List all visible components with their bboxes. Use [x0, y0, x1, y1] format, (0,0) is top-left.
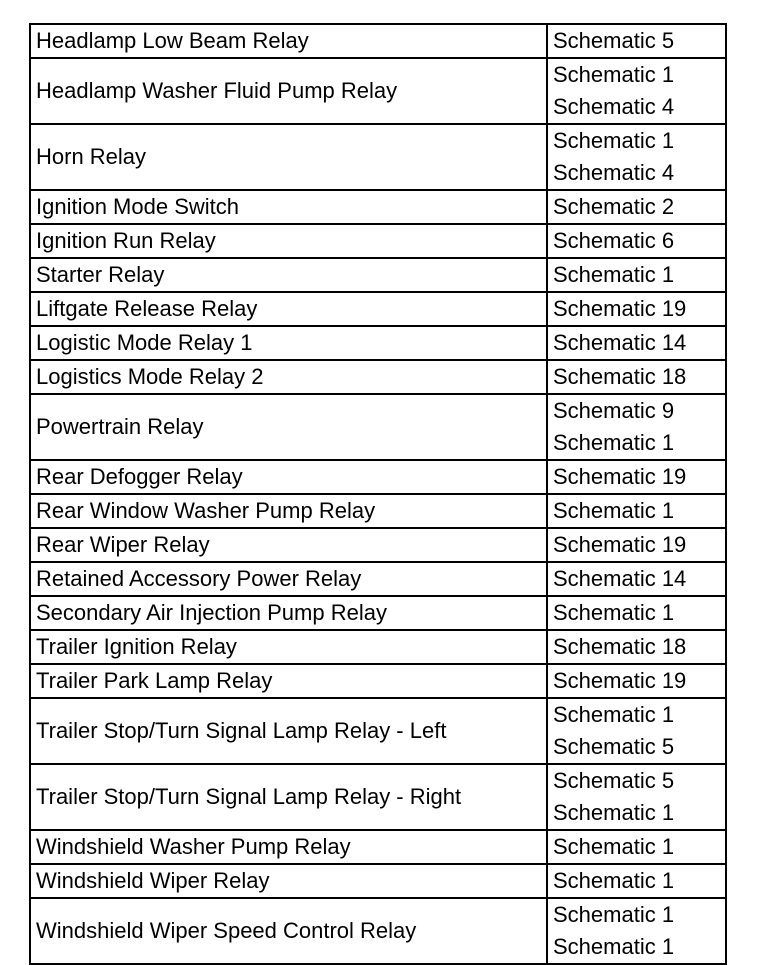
schematic-ref: Schematic 1 — [553, 868, 675, 893]
schematic-ref-cell — [547, 764, 726, 830]
relay-name-cell: Trailer Ignition Relay — [30, 630, 547, 664]
schematic-ref: Schematic 1 — [553, 600, 675, 625]
schematic-ref-cell — [547, 460, 726, 494]
schematic-ref: Schematic 5 — [553, 734, 675, 759]
schematic-ref: Schematic 14 — [553, 566, 687, 591]
table-row — [30, 898, 726, 964]
schematic-ref: Schematic 5 — [553, 28, 675, 53]
relay-name-cell: Windshield Wiper Relay — [30, 864, 547, 898]
relay-name-cell: Powertrain Relay — [30, 394, 547, 460]
relay-name-cell: Horn Relay — [30, 124, 547, 190]
table-row — [30, 596, 726, 630]
schematic-ref-cell — [547, 596, 726, 630]
schematic-ref-cell — [547, 528, 726, 562]
schematic-ref: Schematic 1 — [553, 702, 675, 727]
relay-name-cell: Headlamp Washer Fluid Pump Relay — [30, 58, 547, 124]
table-row — [30, 698, 726, 764]
table-row — [30, 830, 726, 864]
schematic-ref: Schematic 9 — [553, 398, 675, 423]
schematic-ref: Schematic 1 — [553, 128, 675, 153]
schematic-ref: Schematic 19 — [553, 296, 687, 321]
schematic-ref: Schematic 4 — [553, 94, 675, 119]
schematic-ref-cell — [547, 224, 726, 258]
relay-name-cell: Ignition Run Relay — [30, 224, 547, 258]
table-row — [30, 494, 726, 528]
schematic-ref-cell — [547, 562, 726, 596]
schematic-ref-cell — [547, 664, 726, 698]
schematic-ref-cell — [547, 58, 726, 124]
schematic-ref: Schematic 4 — [553, 160, 675, 185]
schematic-ref-cell — [547, 258, 726, 292]
relay-name-cell: Trailer Stop/Turn Signal Lamp Relay - Left — [30, 698, 547, 764]
schematic-ref-cell — [547, 360, 726, 394]
relay-name-cell: Liftgate Release Relay — [30, 292, 547, 326]
table-row — [30, 764, 726, 830]
schematic-ref: Schematic 1 — [553, 262, 675, 287]
schematic-ref: Schematic 1 — [553, 430, 675, 455]
relay-name-cell: Rear Window Washer Pump Relay — [30, 494, 547, 528]
schematic-ref: Schematic 19 — [553, 668, 687, 693]
table-row — [30, 630, 726, 664]
schematic-ref-cell — [547, 394, 726, 460]
relay-name-cell: Trailer Park Lamp Relay — [30, 664, 547, 698]
table-row — [30, 190, 726, 224]
schematic-ref-cell — [547, 326, 726, 360]
schematic-ref: Schematic 1 — [553, 834, 675, 859]
schematic-ref: Schematic 19 — [553, 532, 687, 557]
table-row — [30, 224, 726, 258]
table-row — [30, 864, 726, 898]
relay-name-cell: Retained Accessory Power Relay — [30, 562, 547, 596]
relay-name-cell: Rear Defogger Relay — [30, 460, 547, 494]
relay-name-cell: Trailer Stop/Turn Signal Lamp Relay - Right — [30, 764, 547, 830]
schematic-ref-cell — [547, 898, 726, 964]
table-row — [30, 124, 726, 190]
table-row — [30, 258, 726, 292]
schematic-ref: Schematic 19 — [553, 464, 687, 489]
schematic-ref-cell — [547, 864, 726, 898]
relay-name-cell: Logistic Mode Relay 1 — [30, 326, 547, 360]
table-row — [30, 292, 726, 326]
schematic-ref: Schematic 1 — [553, 902, 675, 927]
schematic-ref-cell — [547, 190, 726, 224]
table-row — [30, 562, 726, 596]
schematic-ref: Schematic 14 — [553, 330, 687, 355]
schematic-ref-cell — [547, 830, 726, 864]
table-row — [30, 360, 726, 394]
relay-name-cell: Ignition Mode Switch — [30, 190, 547, 224]
relay-name-cell: Logistics Mode Relay 2 — [30, 360, 547, 394]
schematic-ref-cell — [547, 124, 726, 190]
schematic-ref: Schematic 1 — [553, 498, 675, 523]
schematic-ref-cell — [547, 630, 726, 664]
table-row — [30, 460, 726, 494]
relay-name-cell: Rear Wiper Relay — [30, 528, 547, 562]
schematic-ref-cell — [547, 698, 726, 764]
schematic-ref: Schematic 18 — [553, 634, 687, 659]
relay-name-cell: Windshield Washer Pump Relay — [30, 830, 547, 864]
schematic-ref: Schematic 5 — [553, 768, 675, 793]
relay-name-cell: Starter Relay — [30, 258, 547, 292]
table-row — [30, 664, 726, 698]
schematic-ref: Schematic 1 — [553, 62, 675, 87]
relay-name-cell: Windshield Wiper Speed Control Relay — [30, 898, 547, 964]
relay-table-body — [30, 24, 726, 964]
schematic-ref: Schematic 1 — [553, 934, 675, 959]
table-row — [30, 326, 726, 360]
schematic-ref: Schematic 1 — [553, 800, 675, 825]
schematic-ref: Schematic 2 — [553, 194, 675, 219]
schematic-ref-cell — [547, 24, 726, 58]
table-row — [30, 394, 726, 460]
schematic-ref-cell — [547, 292, 726, 326]
schematic-ref: Schematic 6 — [553, 228, 675, 253]
schematic-ref-cell — [547, 494, 726, 528]
relay-name-cell: Secondary Air Injection Pump Relay — [30, 596, 547, 630]
relay-schematic-table — [29, 23, 727, 965]
schematic-ref: Schematic 18 — [553, 364, 687, 389]
relay-name-cell: Headlamp Low Beam Relay — [30, 24, 547, 58]
table-row — [30, 528, 726, 562]
table-row — [30, 58, 726, 124]
table-row — [30, 24, 726, 58]
